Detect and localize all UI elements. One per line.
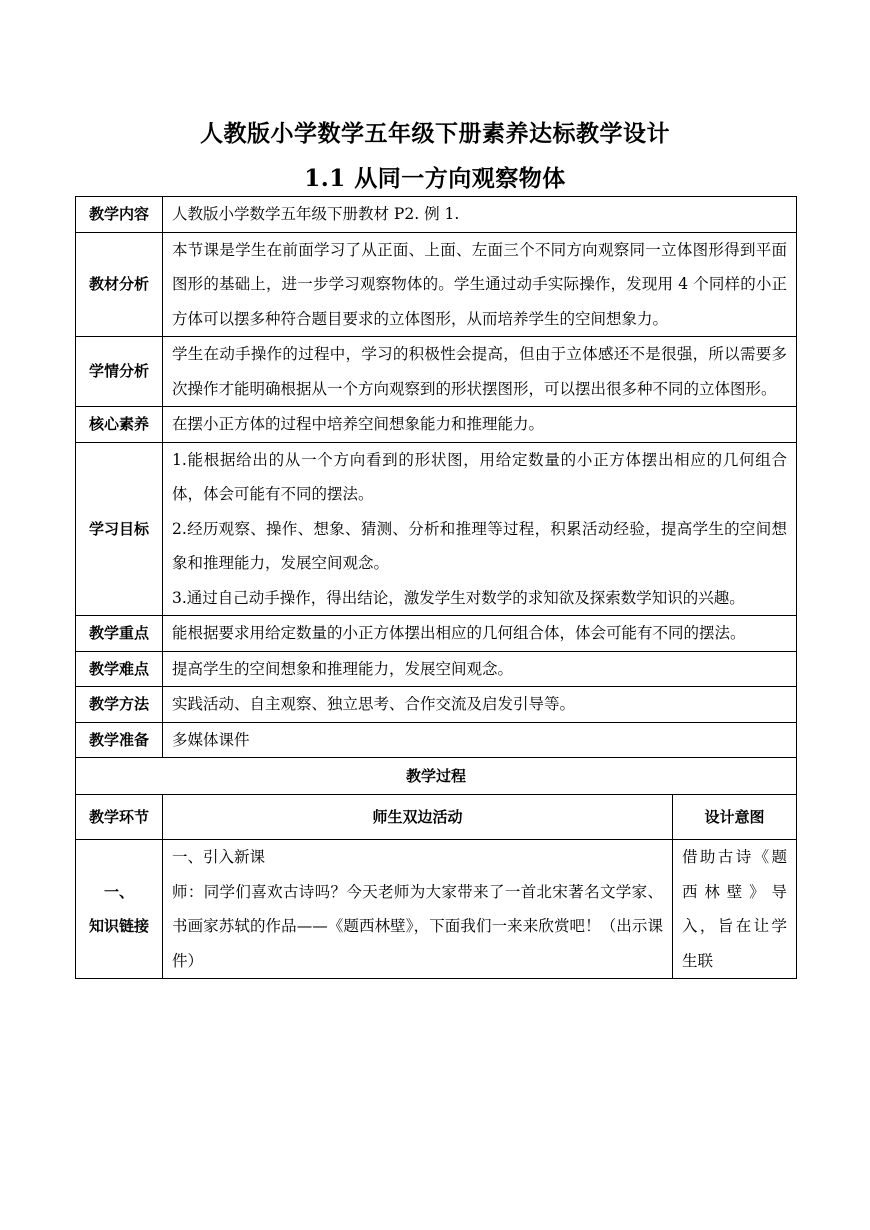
goal-item: 3.通过自己动手操作，得出结论，激发学生对数学的求知欲及探索数学知识的兴趣。: [172, 588, 745, 607]
activity-title: 一、引入新课: [172, 848, 266, 866]
row-key-point: [76, 616, 797, 652]
row-text: 人教版小学数学五年级下册教材 P2. 例 1.: [163, 197, 797, 233]
row-preparation: [76, 722, 797, 758]
page-title: 人教版小学数学五年级下册素养达标教学设计: [200, 120, 670, 147]
step-label-line: 一、: [103, 883, 134, 901]
lesson-plan-table: [75, 196, 797, 979]
row-label: 学习目标: [76, 442, 163, 616]
row-learning-goals: [76, 442, 797, 616]
column-header: 教学环节: [76, 795, 163, 840]
step-label-line: 知识链接: [88, 917, 149, 935]
row-label: 教材分析: [76, 232, 163, 337]
row-label: 核心素养: [76, 407, 163, 443]
row-textbook-analysis: [76, 232, 797, 337]
activity-text: 师：同学们喜欢古诗吗？今天老师为大家带来了一首北宋著名文学家、书画家苏轼的作品——《题西林壁》，下面我们一来来欣赏吧！（出示课件）: [172, 882, 663, 970]
row-label: 教学方法: [76, 687, 163, 723]
row-student-analysis: [76, 337, 797, 407]
row-difficulty: [76, 651, 797, 687]
row-label: 教学难点: [76, 651, 163, 687]
row-text: 实践活动、自主观察、独立思考、合作交流及启发引导等。: [163, 687, 797, 723]
goal-item: 2.经历观察、操作、想象、猜测、分析和推理等过程，积累活动经验，提高学生的空间想象和推理能力，发展空间观念。: [172, 519, 788, 572]
process-heading: 教学过程: [76, 758, 797, 795]
row-label: 教学重点: [76, 616, 163, 652]
column-header: 师生双边活动: [163, 795, 673, 840]
step-label: [76, 840, 163, 979]
column-header: 设计意图: [673, 795, 797, 840]
row-process-columns: [76, 795, 797, 840]
row-label: 学情分析: [76, 337, 163, 407]
row-core-literacy: [76, 407, 797, 443]
row-text: 在摆小正方体的过程中培养空间想象能力和推理能力。: [163, 407, 797, 443]
goal-item: 1.能根据给出的从一个方向看到的形状图，用给定数量的小正方体摆出相应的几何组合体，体会可能有不同的摆法。: [172, 450, 788, 503]
row-label: 教学内容: [76, 197, 163, 233]
goals-list: [163, 442, 797, 616]
row-text: 多媒体课件: [163, 722, 797, 758]
step-activity: [163, 840, 673, 979]
row-label: 教学准备: [76, 722, 163, 758]
row-text: 提高学生的空间想象和推理能力，发展空间观念。: [163, 651, 797, 687]
row-text: 能根据要求用给定数量的小正方体摆出相应的几何组合体，体会可能有不同的摆法。: [163, 616, 797, 652]
row-step-1: [76, 840, 797, 979]
row-teaching-content: [76, 197, 797, 233]
step-intent: 借助古诗《题西林壁》导入，旨在让学生联: [673, 840, 797, 979]
row-method: [76, 687, 797, 723]
row-process-heading: [76, 758, 797, 795]
row-text: 学生在动手操作的过程中，学习的积极性会提高，但由于立体感还不是很强，所以需要多次操作才能明确根据从一个方向观察到的形状摆图形，可以摆出很多种不同的立体图形。: [163, 337, 797, 407]
lesson-title: 1.1 从同一方向观察物体: [304, 165, 566, 192]
row-text: 本节课是学生在前面学习了从正面、上面、左面三个不同方向观察同一立体图形得到平面图形的基础上，进一步学习观察物体的。学生通过动手实际操作，发现用 4 个同样的小正方体可以摆多种符合题目要求的立体图形，从而培养学生的空间想象力。: [163, 232, 797, 337]
